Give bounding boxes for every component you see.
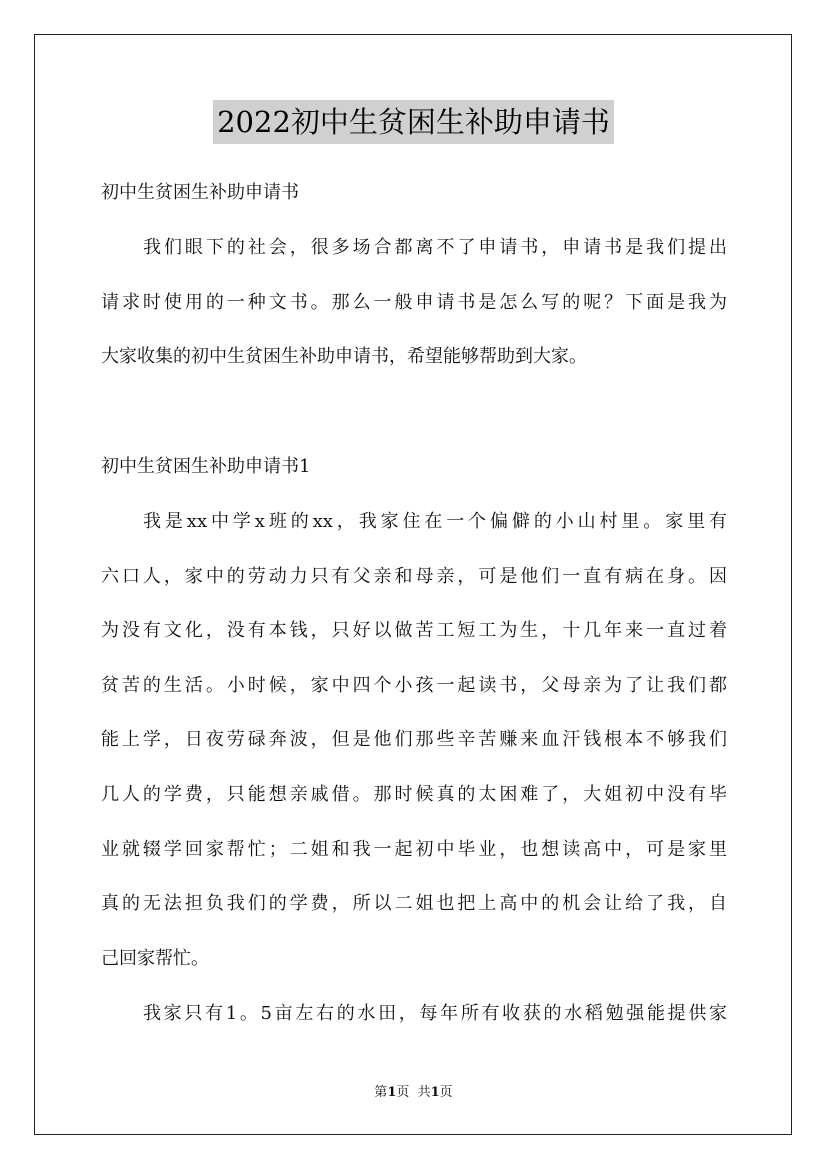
body-line-9: 己回家帮忙。 (101, 948, 209, 969)
body-line-10: 我家只有1。5亩左右的水田，每年所有收获的水稻勉强能提供家 (143, 1003, 727, 1024)
footer-page-number: 1 (387, 1085, 397, 1100)
intro-line-2: 请求时使用的一种文书。那么一般申请书是怎么写的呢？下面是我为 (101, 292, 727, 313)
footer-mid: 页 共 (396, 1085, 431, 1100)
body-line-4: 贫苦的生活。小时候，家中四个小孩一起读书，父母亲为了让我们都 (101, 675, 727, 696)
document-title: 2022初中生贫困生补助申请书 (213, 100, 614, 144)
page-footer (0, 1084, 827, 1102)
footer-page-total: 1 (430, 1085, 440, 1100)
body-line-1: 我是xx中学x班的xx，我家住在一个偏僻的小山村里。家里有 (143, 511, 727, 532)
footer-suffix: 页 (439, 1085, 453, 1100)
body-line-7: 业就辍学回家帮忙；二姐和我一起初中毕业，也想读高中，可是家里 (101, 839, 727, 860)
body-line-3: 为没有文化，没有本钱，只好以做苦工短工为生，十几年来一直过着 (101, 620, 727, 641)
body-line-5: 能上学，日夜劳碌奔波，但是他们那些辛苦赚来血汗钱根本不够我们 (101, 729, 727, 750)
body-line-6: 几人的学费，只能想亲戚借。那时候真的太困难了，大姐初中没有毕 (101, 784, 727, 805)
intro-line-1: 我们眼下的社会，很多场合都离不了申请书，申请书是我们提出 (143, 237, 727, 258)
title-block (0, 100, 827, 144)
body-line-8: 真的无法担负我们的学费，所以二姐也把上高中的机会让给了我，自 (101, 893, 727, 914)
body-line-2: 六口人，家中的劳动力只有父亲和母亲，可是他们一直有病在身。因 (101, 566, 727, 587)
section-heading: 初中生贫困生补助申请书1 (101, 456, 311, 477)
footer-prefix: 第 (374, 1085, 388, 1100)
intro-line-3: 大家收集的初中生贫困生补助申请书，希望能够帮助到大家。 (101, 346, 587, 367)
subtitle: 初中生贫困生补助申请书 (101, 182, 299, 203)
